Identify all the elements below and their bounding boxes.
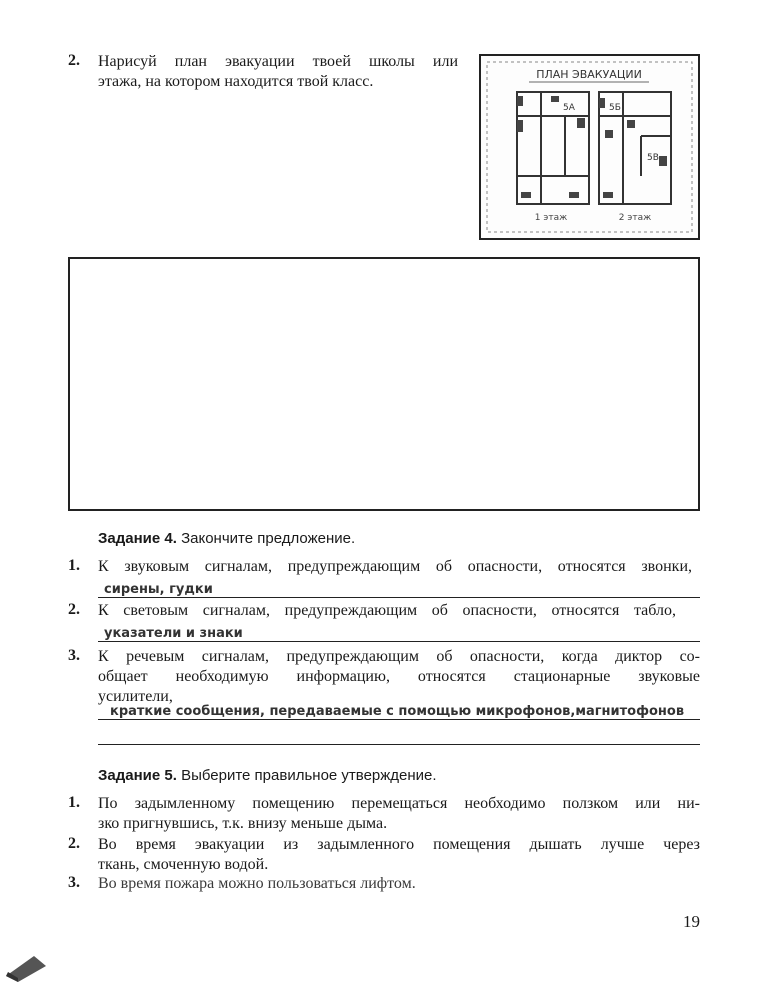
task5-item3-line1: Во время пожара можно пользоваться лифтом. (98, 875, 416, 892)
task4-heading (98, 530, 355, 547)
plan-title: ПЛАН ЭВАКУАЦИИ (536, 68, 642, 81)
task4-heading-label: Задание 4. (98, 530, 177, 547)
task2-text-line2: этажа, на котором находится твой класс. (98, 73, 374, 90)
task4-item3-line2: общает необходимую информацию, относятся стационарные звуковые (98, 668, 700, 685)
task5-item1-option[interactable] (98, 794, 700, 834)
corner-logo-icon (4, 950, 48, 984)
task4-item3-number: 3. (68, 647, 80, 664)
task5-heading (98, 767, 437, 784)
task4-item1-number: 1. (68, 557, 80, 574)
task5-item2-line2: ткань, смоченную водой. (98, 856, 269, 873)
task5-item1-line2: зко пригнувшись, т.к. внизу меньше дыма. (98, 815, 388, 832)
task4-item3-text (98, 647, 700, 707)
plan-room-5b: 5Б (609, 103, 621, 113)
task5-heading-label: Задание 5. (98, 767, 177, 784)
answer-line (98, 744, 700, 745)
task5-item1-line1: По задымленному помещению перемещаться необходимо ползком или ни- (98, 795, 700, 812)
task4-item2-number: 2. (68, 601, 80, 618)
task4-item2-text: К световым сигналам, предупреждающим об опасности, относятся табло, (98, 602, 676, 619)
task4-item2-answer[interactable]: указатели и знаки (104, 626, 243, 641)
task5-item3-number: 3. (68, 874, 80, 891)
task4-item1-text: К звуковым сигналам, предупреждающим об опасности, относятся звонки, (98, 558, 692, 575)
task2-text-line1: Нарисуй план эвакуации твоей школы или (98, 53, 458, 70)
task5-item3-option[interactable] (98, 874, 700, 894)
task4-item3-line3: усилители, (98, 688, 173, 705)
task5-item2-line1: Во время эвакуации из задымленного помещения дышать лучше через (98, 836, 700, 853)
answer-line (98, 719, 700, 720)
task2-number: 2. (68, 52, 80, 69)
page-number: 19 (683, 912, 700, 931)
task5-item2-number: 2. (68, 835, 80, 852)
task4-item3-line1: К речевым сигналам, предупреждающим об опасности, когда диктор со- (98, 648, 700, 665)
plan-floor2-label: 2 этаж (618, 213, 652, 223)
task4-item3-answer[interactable]: краткие сообщения, передаваемые с помощью микрофонов,магнитофонов (110, 704, 685, 719)
task5-heading-text: Выберите правильное утверждение. (176, 767, 437, 784)
plan-room-5a: 5А (563, 103, 575, 113)
task5-item1-number: 1. (68, 794, 80, 811)
evacuation-plan-image (479, 54, 700, 240)
answer-line (98, 597, 700, 598)
answer-line (98, 641, 700, 642)
plan-floor1-label: 1 этаж (534, 213, 568, 223)
plan-room-5v: 5В (647, 153, 659, 163)
task4-item1-answer[interactable]: сирены, гудки (104, 582, 213, 597)
evacuation-plan-drawing (481, 56, 698, 238)
task2-text (98, 52, 458, 92)
task4-heading-text: Закончите предложение. (176, 530, 356, 547)
drawing-area[interactable] (68, 257, 700, 511)
task5-item2-option[interactable] (98, 835, 700, 875)
